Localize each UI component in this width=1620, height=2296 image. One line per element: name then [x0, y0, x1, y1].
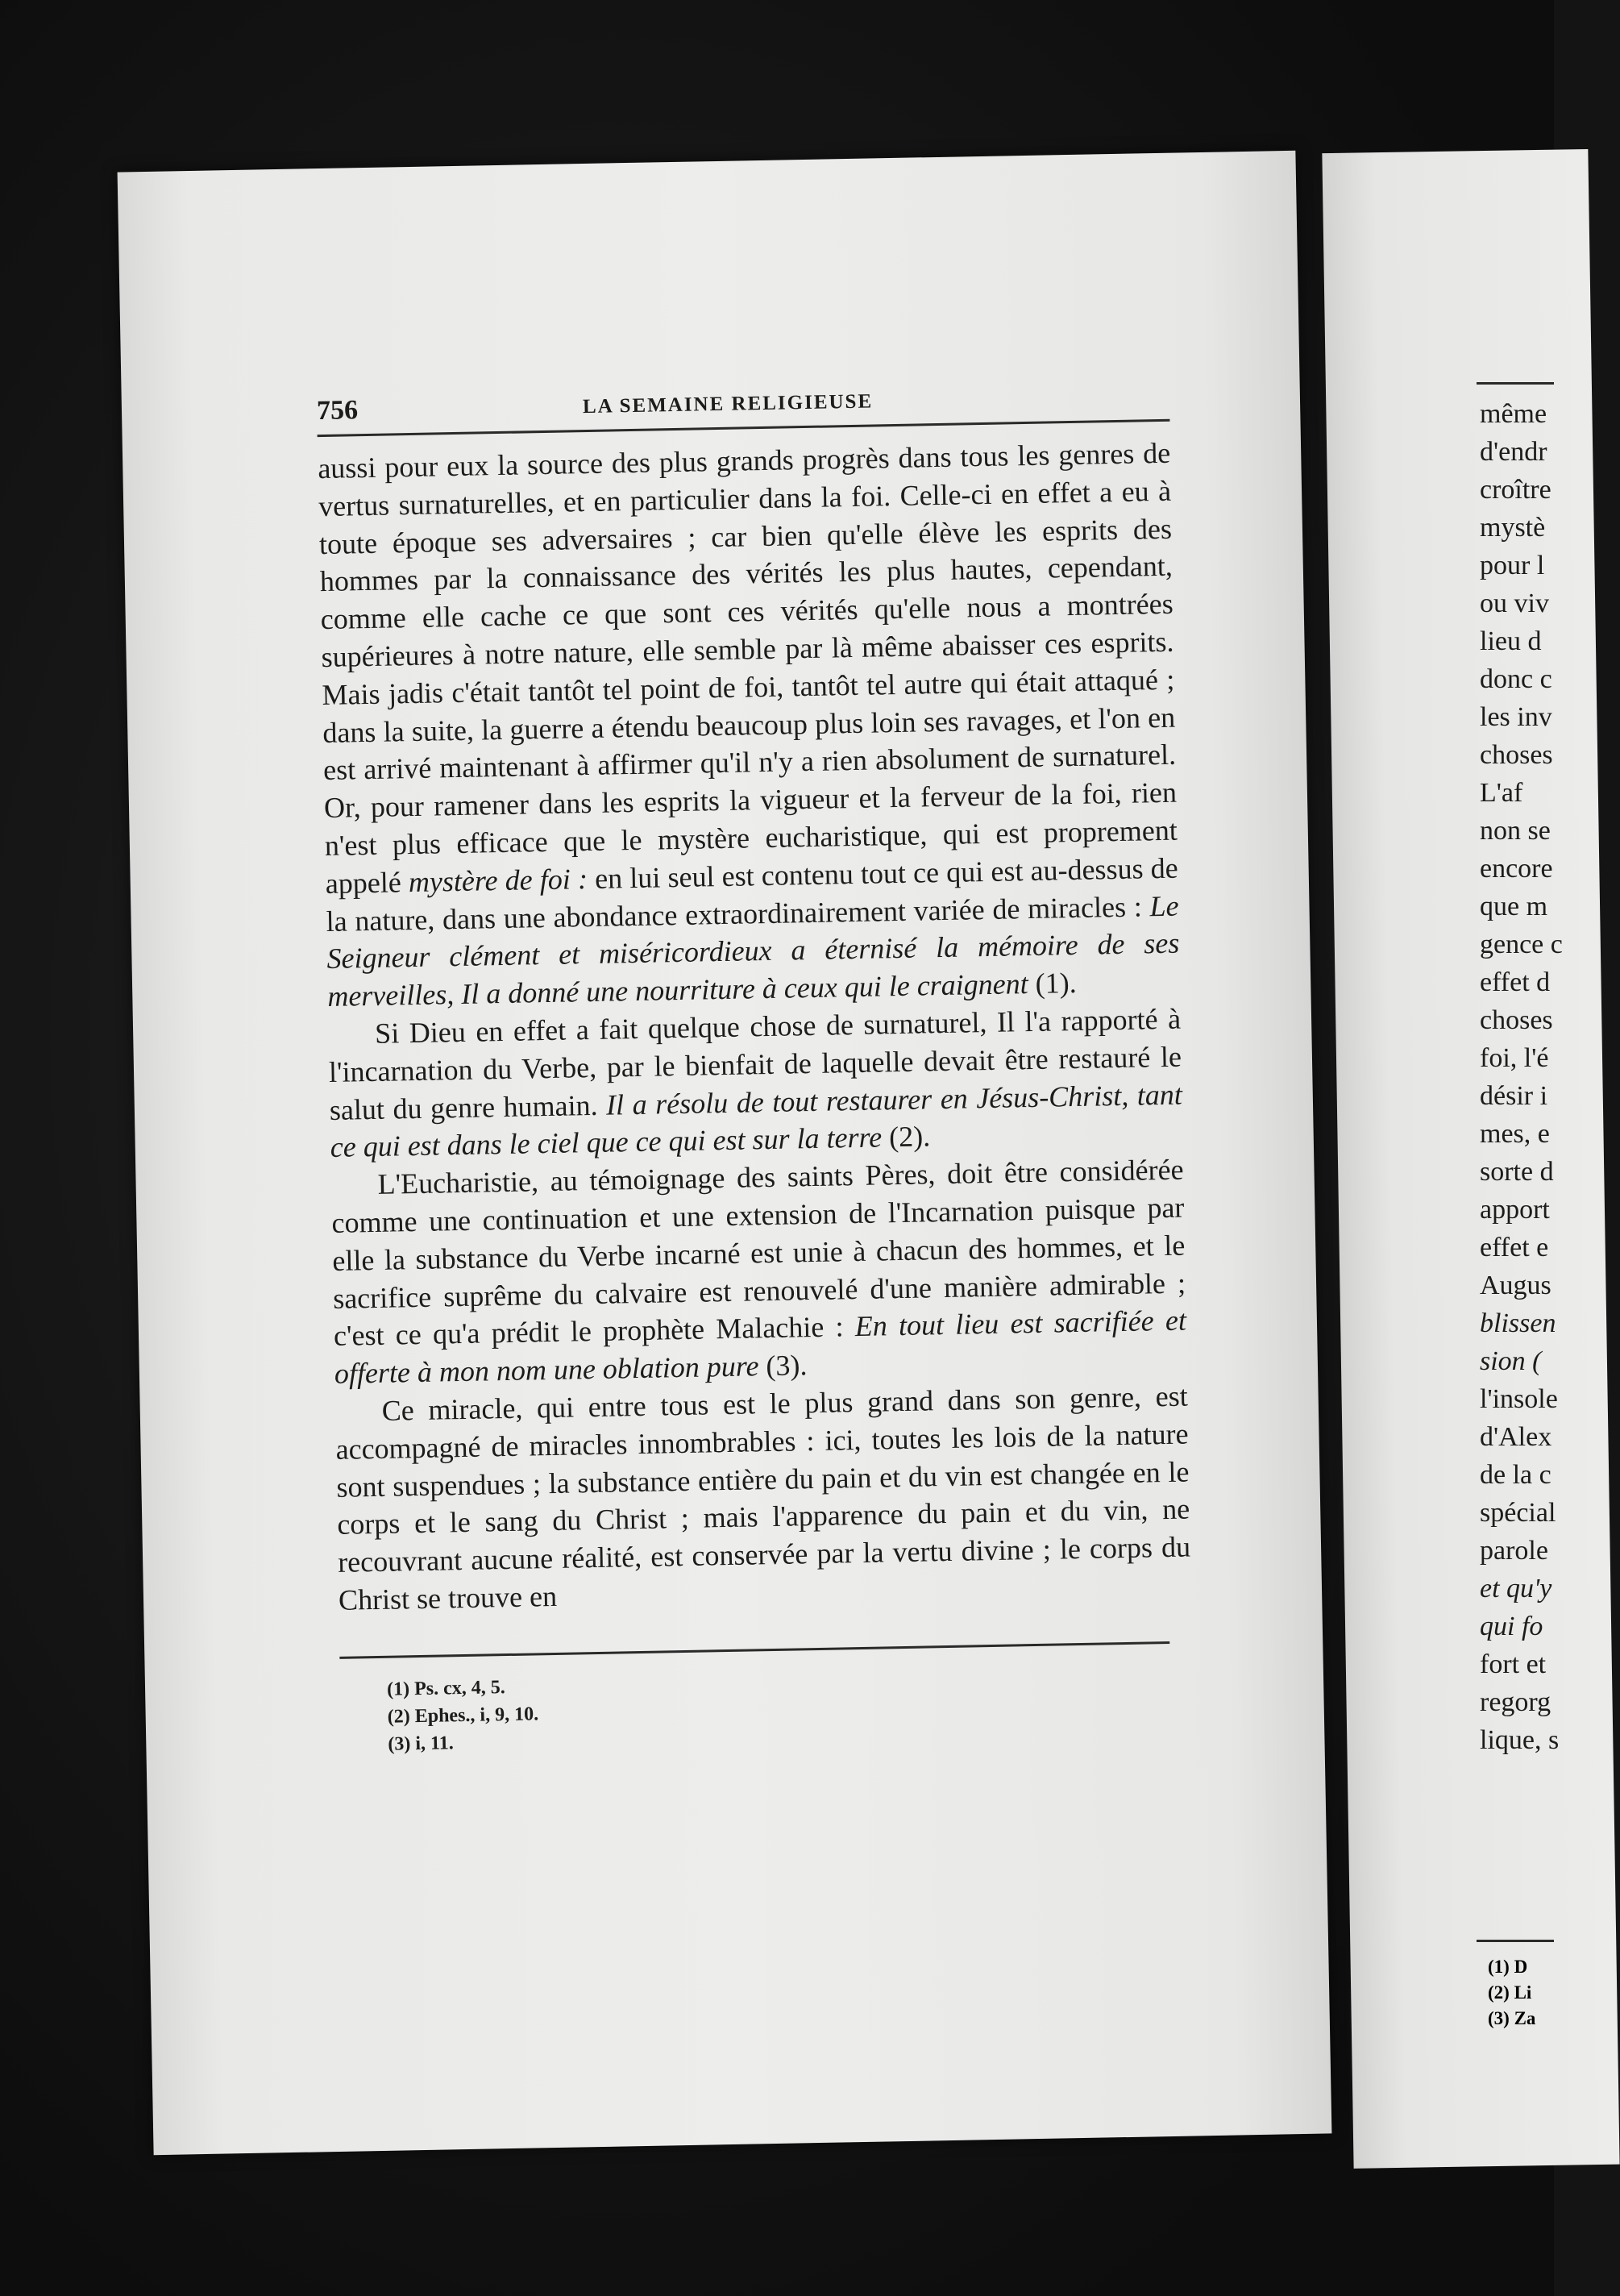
running-title: LA SEMAINE RELIGIEUSE — [582, 390, 874, 418]
right-page-line: mes, e — [1480, 1119, 1550, 1149]
paragraph-2-italic: Il a résolu de tout restaurer en Jésus-Christ, tant ce qui est dans le ciel que ce qui est sur la terre — [330, 1078, 1183, 1164]
paragraph-1-italic-a: mystère de foi : — [408, 862, 588, 898]
right-page-line: croître — [1480, 475, 1551, 505]
right-page-line: effet d — [1480, 967, 1551, 997]
right-page-line: L'af — [1480, 778, 1523, 808]
right-page-line: que m — [1480, 892, 1548, 921]
paragraph-2-text: Si Dieu en effet a fait quelque chose de surnaturel, Il l'a rapporté à l'incarnation du Verbe, par le bienfait de laquelle devait être restauré le salut du genre humain. — [328, 1002, 1182, 1126]
paragraph-3-ref: (3). — [758, 1349, 808, 1383]
right-footnote-2: (2) Li — [1488, 1982, 1532, 2003]
paragraph-1 — [318, 435, 1181, 1016]
page-number: 756 — [316, 395, 359, 426]
right-page-line: apport — [1480, 1195, 1550, 1225]
right-page-header-rule — [1477, 382, 1554, 385]
paragraph-3-italic: En tout lieu est sacrifiée et offerte à mon nom une oblation pure — [334, 1304, 1187, 1391]
right-page-line: fort et — [1480, 1649, 1547, 1679]
right-page-line: lieu d — [1480, 626, 1542, 656]
footnote-3: (3) i, 11. — [388, 1732, 454, 1755]
right-page-line: qui fo — [1480, 1612, 1543, 1641]
right-page-line: gence c — [1480, 930, 1563, 959]
right-page-line: encore — [1480, 854, 1553, 884]
right-page-line: parole — [1480, 1536, 1548, 1566]
right-page-footnotes — [1488, 1954, 1554, 2032]
right-page-line: l'insole — [1480, 1384, 1558, 1414]
left-page-content — [316, 371, 1194, 1759]
footnotes — [387, 1661, 1194, 1757]
right-page-line: même — [1480, 399, 1547, 429]
right-page-line: sion ( — [1480, 1346, 1542, 1376]
right-page-line: lique, s — [1480, 1725, 1560, 1755]
right-page-line: foi, l'é — [1480, 1043, 1549, 1073]
footnote-2: (2) Ephes., i, 9, 10. — [387, 1703, 539, 1728]
paragraph-1-mid: en lui seul est contenu tout ce qui est au-dessus de la nature, dans une abondance extraordinairement variée de miracles : — [326, 851, 1178, 938]
right-page-line: et qu'y — [1480, 1574, 1552, 1603]
footnote-1: (1) Ps. cx, 4, 5. — [386, 1676, 505, 1700]
right-page-line: choses — [1480, 740, 1553, 770]
right-page-line: effet e — [1480, 1233, 1549, 1262]
paragraph-2-ref: (2). — [881, 1120, 931, 1154]
paragraph-1-ref: (1). — [1028, 967, 1078, 1000]
right-page-line: blissen — [1480, 1308, 1556, 1338]
right-page-line: désir i — [1480, 1081, 1548, 1111]
right-page-line: les inv — [1480, 702, 1552, 732]
right-page-line: d'endr — [1480, 437, 1547, 467]
footnote-rule — [339, 1641, 1169, 1659]
right-page — [1322, 149, 1619, 2169]
right-page-line: mystè — [1480, 513, 1546, 543]
right-page-line: Augus — [1480, 1271, 1551, 1300]
paragraph-4 — [334, 1377, 1191, 1619]
right-page-text-column — [1480, 395, 1563, 1759]
right-footnote-1: (1) D — [1488, 1957, 1528, 1977]
right-page-line: sorte d — [1480, 1157, 1554, 1187]
right-page-line: regorg — [1480, 1687, 1551, 1717]
right-page-line: donc c — [1480, 664, 1552, 694]
paragraph-4-text: Ce miracle, qui entre tous est le plus grand dans son genre, est accompagné de miracles innombrables : ici, toutes les lois de la nature sont suspendues ; la substance entière du pain et du vin est changée en le corps et le sang du Christ ; mais l'apparence du pain et du vin, ne recouvrant aucune réalité, est conservée par la vertu divine ; le corps du Christ se trouve en — [335, 1379, 1191, 1616]
paragraph-3-text: L'Eucharistie, au témoignage des saints Pères, doit être considérée comme une continuation et une extension de l'Incarnation puisque par elle la substance du Verbe incarné est unie à chacun des hommes, et le sacrifice suprême du calvaire est renouvelé d'une manière admirable ; c'est ce qu'a prédit le prophète Malachie : — [331, 1153, 1186, 1353]
right-page-footnote-rule — [1477, 1940, 1554, 1942]
body-text — [318, 435, 1191, 1620]
left-page — [118, 151, 1332, 2155]
right-footnote-3: (3) Za — [1488, 2008, 1536, 2028]
right-page-line: pour l — [1480, 551, 1545, 580]
right-page-line: choses — [1480, 1005, 1553, 1035]
page-header — [316, 371, 1169, 437]
right-page-line: spécial — [1480, 1498, 1556, 1528]
paragraph-1-text: aussi pour eux la source des plus grands progrès dans tous les genres de vertus surnaturelles, et en particulier dans la foi. Celle-ci en effet a eu à toute époque ses adversaires ; car bien qu'elle élève les esprits des hommes par la connaissance des vérités les plus hautes, cependant, comme elle cache ce que sont ces vérités qu'elle nous a montrées supérieures à notre nature, elle semble par là même abaisser ces esprits. Mais jadis c'était tantôt tel point de foi, tantôt tel autre qui était attaqué ; dans la suite, la guerre a étendu beaucoup plus loin ses ravages, et l'on en est arrivé maintenant à affirmer qu'il n'y a rien absolument de surnaturel. Or, pour ramener dans les esprits la vigueur et la ferveur de la foi, rien n'est plus efficace que le mystère eucharistique, qui est proprement appelé — [317, 436, 1178, 900]
right-page-line: d'Alex — [1480, 1422, 1552, 1452]
right-page-line: ou viv — [1480, 589, 1549, 618]
paragraph-1-italic-b: Le Seigneur clément et miséricordieux a éternisé la mémoire de ses merveilles, Il a donné une nourriture à ceux qui le craignent — [326, 889, 1180, 1013]
paragraph-2 — [328, 1000, 1183, 1167]
right-page-line: de la c — [1480, 1460, 1551, 1490]
right-page-line: non se — [1480, 816, 1551, 846]
paragraph-3 — [330, 1151, 1187, 1393]
